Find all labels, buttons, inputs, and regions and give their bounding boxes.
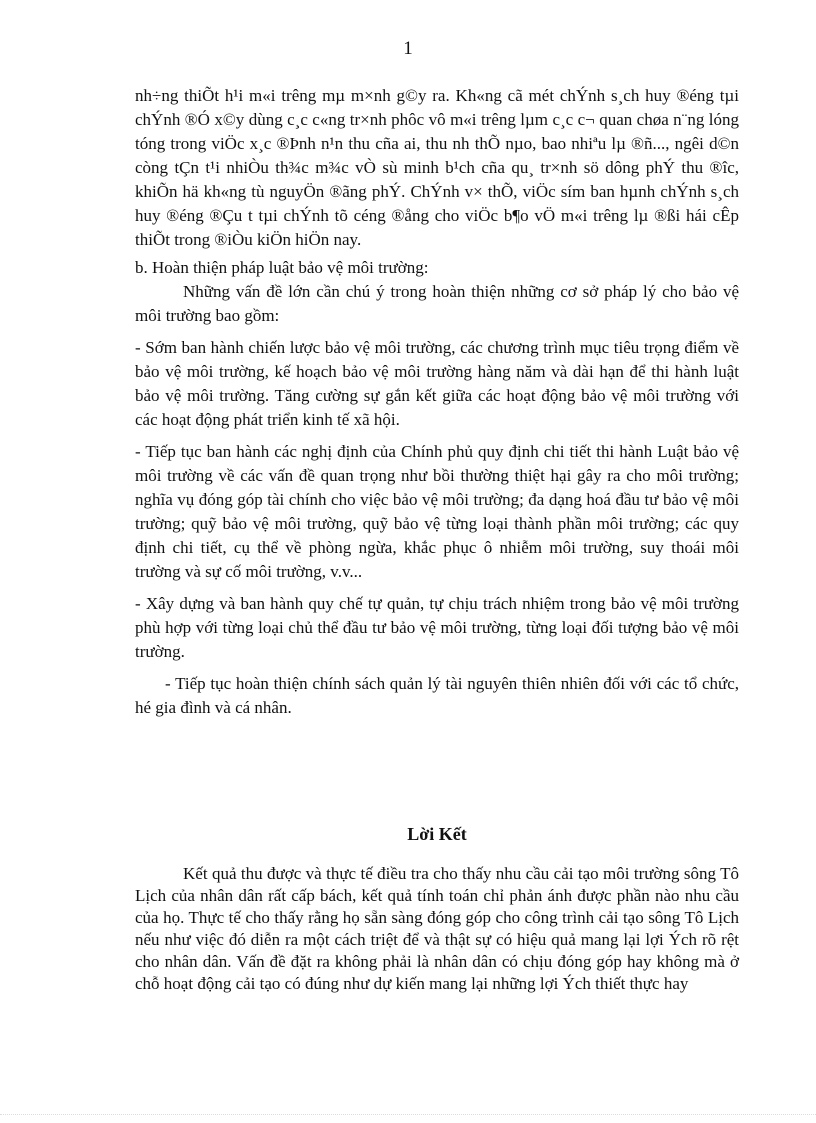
section-spacer	[135, 720, 739, 824]
page-bottom-divider	[0, 1114, 816, 1115]
conclusion-paragraph: Kết quả thu được và thực tế điều tra cho thấy nhu cầu cải tạo môi trường sông Tô Lịch của nhân dân rất cấp bách, kết quả tính toán chỉ phản ánh được phần nào nhu cầu của họ. Thực tế cho thấy rằng họ sẵn sàng đóng góp cho công trình cải tạo sông Tô Lịch nếu như việc đó diễn ra một cách triệt để và thật sự có hiệu quả mang lại lợi Ých rõ rệt cho nhân dân. Vấn đề đặt ra không phải là nhân dân có chịu đóng góp hay không mà ở chỗ hoạt động cải tạo có đúng như dự kiến mang lại những lợi Ých thiết thực hay	[135, 864, 739, 993]
intro-paragraph: nh÷ng thiÕt h¹i m«i trêng mµ m×nh g©y ra. Kh«ng cã mét chÝnh s¸ch huy ®éng tµi chÝnh ®Ó x©y dùng c¸c c«ng tr×nh phôc vô m«i trêng lµm c¸c c¬ quan chøa n¨ng lóng tóng trong viÖc x¸c ®Þnh n¹n thu cña ai, thu nh thÕ nµo, bao nhiªu lµ ®ñ..., ngêi d©n còng tÇn t¹i nhiÒu th¾c m¾c vÒ sù minh b¹ch cña qu¸ tr×nh sö dông phÝ thu ®îc, khiÕn hä kh«ng tù nguyÖn ®ãng phÝ. ChÝnh v× thÕ, viÖc sím ban hµnh chÝnh s¸ch huy ®éng ®Çu t tµi chÝnh tõ céng ®ång cho viÖc b¶o vÖ m«i trêng lµ ®ßi hái cÊp thiÕt trong ®iÒu kiÖn hiÖn nay.	[135, 86, 739, 249]
section-b-heading: b. Hoàn thiện pháp luật bảo vệ môi trường:	[135, 258, 429, 277]
page-number: 1	[403, 38, 413, 59]
bullet-item: - Tiếp tục hoàn thiện chính sách quản lý tài nguyên thiên nhiên đối với các tổ chức, hé gia đình và cá nhân.	[135, 674, 739, 717]
bullet-item: - Xây dựng và ban hành quy chế tự quản, tự chịu trách nhiệm trong bảo vệ môi trường phù hợp với từng loại chủ thể đầu tư bảo vệ môi trường, từng loại đối tượng bảo vệ môi trường.	[135, 594, 739, 661]
conclusion-heading: Lời Kết	[407, 824, 467, 844]
bullet-item: - Sớm ban hành chiến lược bảo vệ môi trường, các chương trình mục tiêu trọng điểm về bảo vệ môi trường, kế hoạch bảo vệ môi trường hàng năm và dài hạn để thi hành luật bảo vệ môi trường. Tăng cường sự gắn kết giữa các hoạt động bảo vệ môi trường với các hoạt động phát triển kinh tế xã hội.	[135, 338, 739, 429]
bullet-item: - Tiếp tục ban hành các nghị định của Chính phủ quy định chi tiết thi hành Luật bảo vệ môi trường về các vấn đề quan trọng như bồi thường thiệt hại gây ra cho môi trường; nghĩa vụ đóng góp tài chính cho việc bảo vệ môi trường; đa dạng hoá đầu tư bảo vệ môi trường; quỹ bảo vệ môi trường, quỹ bảo vệ từng loại thành phần môi trường; các quy định chi tiết, cụ thể về phòng ngừa, khắc phục ô nhiễm môi trường, suy thoái môi trường và sự cố môi trường, v.v...	[135, 442, 739, 581]
document-body	[135, 84, 739, 995]
section-b-intro: Những vấn đề lớn cần chú ý trong hoàn thiện những cơ sở pháp lý cho bảo vệ môi trường bao gồm:	[135, 282, 739, 325]
